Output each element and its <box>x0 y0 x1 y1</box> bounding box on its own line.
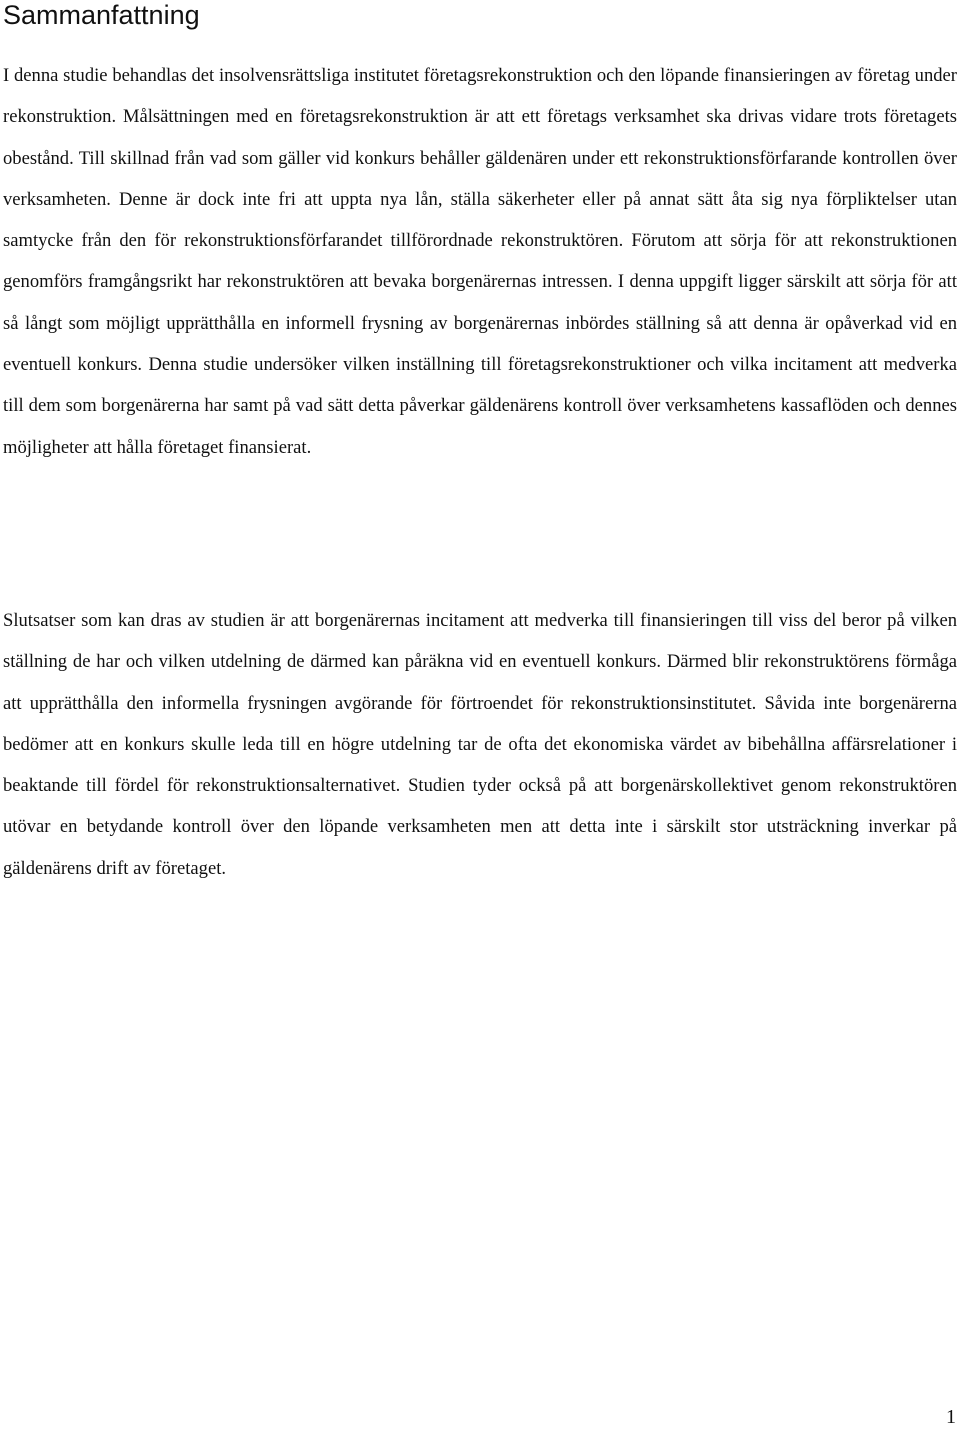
page-number: 1 <box>946 1406 956 1428</box>
paragraph-2: Slutsatser som kan dras av studien är att borgenärernas incitament att medverka till finansieringen till viss del beror på vilken ställning de har och vilken utdelning de därmed kan påräkna vid en eventuell konkurs. Därmed blir rekonstruktörens förmåga att upprätthålla den informella frysningen avgörande för förtroendet för rekonstruktionsinstitutet. Såvida inte borgenärerna bedömer att en konkurs skulle leda till en högre utdelning tar de ofta det ekonomiska värdet av bibehållna affärsrelationer i beaktande till fördel för rekonstruktionsalternativet. Studien tyder också på att borgenärskollektivet genom rekonstruktören utövar en betydande kontroll över den löpande verksamheten men att detta inte i särskilt stor utsträckning inverkar på gäldenärens drift av företaget. <box>3 610 957 879</box>
paragraph-1: I denna studie behandlas det insolvensrättsliga institutet företagsrekonstruktion och den löpande finansieringen av företag under rekonstruktion. Målsättningen med en företagsrekonstruktion är att ett företags verksamhet ska drivas vidare trots företagets obestånd. Till skillnad från vad som gäller vid konkurs behåller gäldenären under ett rekonstruktionsförfarande kontrollen över verksamheten. Denne är dock inte fri att uppta nya lån, ställa säkerheter eller på annat sätt åta sig nya förpliktelser utan samtycke från den för rekonstruktionsförfarandet tillförordnade rekonstruktören. Förutom att sörja för att rekonstruktionen genomförs framgångsrikt har rekonstruktören att bevaka borgenärernas intressen. I denna uppgift ligger särskilt att sörja för att så långt som möjligt upprätthålla en informell frysning av borgenärernas inbördes ställning så att denna är opåverkad vid en eventuell konkurs. Denna studie undersöker vilken inställning till företagsrekonstruktioner och vilka incitament att medverka till dem som borgenärerna har samt på vad sätt detta påverkar gäldenärens kontroll över verksamhetens kassaflöden och dennes möjligheter att hålla företaget finansierat. <box>3 65 957 458</box>
page-title: Sammanfattning <box>3 0 200 30</box>
